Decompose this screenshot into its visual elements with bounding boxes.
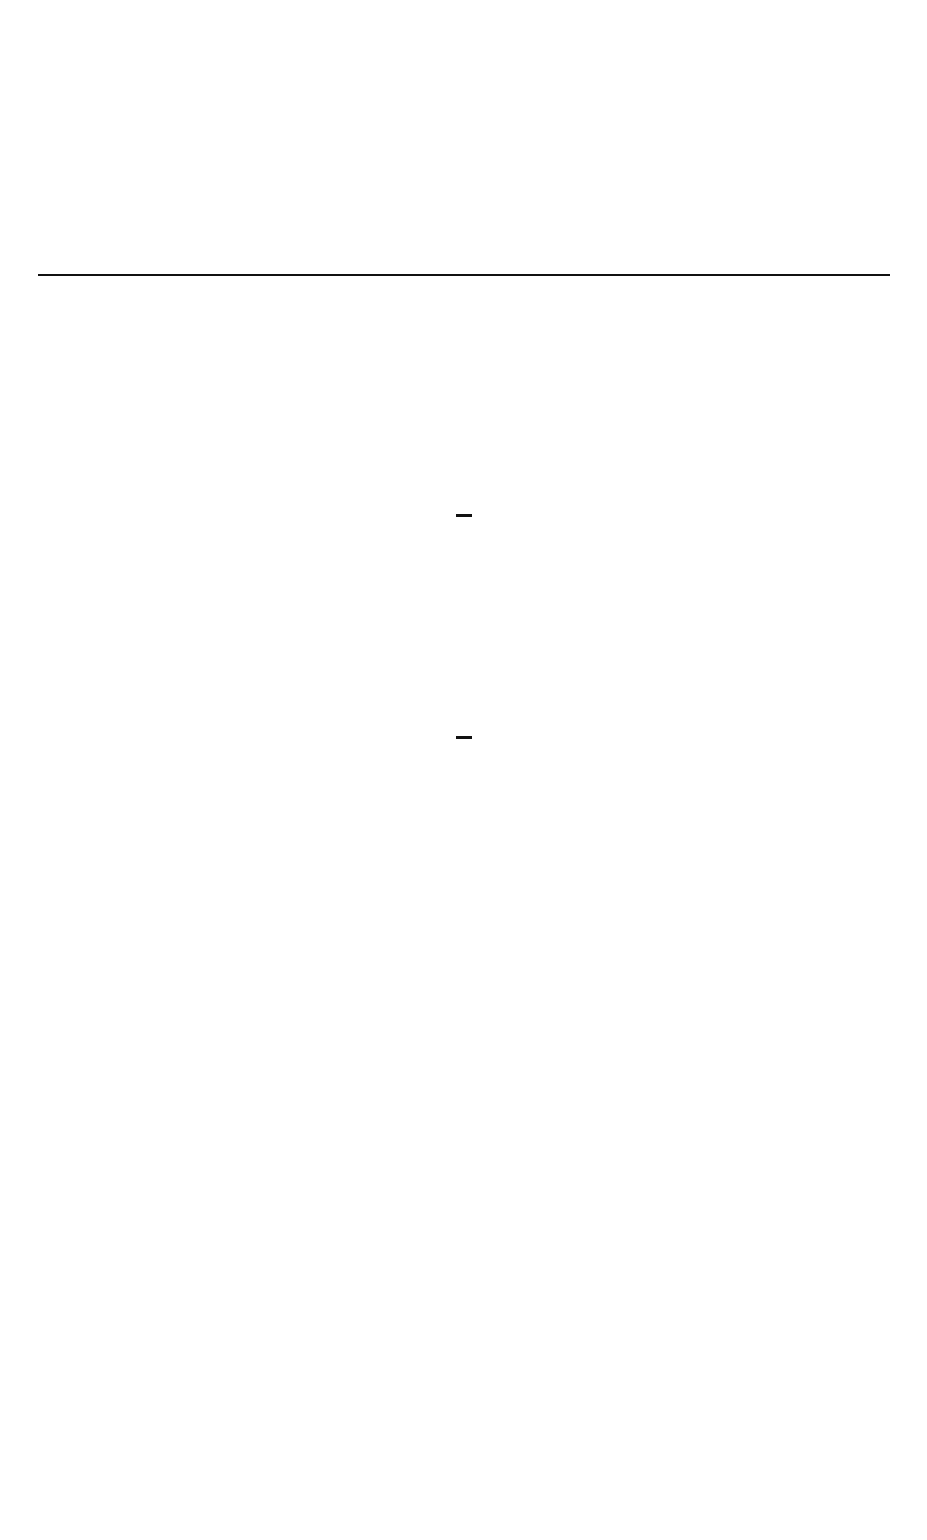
section-divider [38,274,890,276]
running-header [36,34,891,58]
title-dash [456,736,472,739]
title-dash [456,514,472,517]
